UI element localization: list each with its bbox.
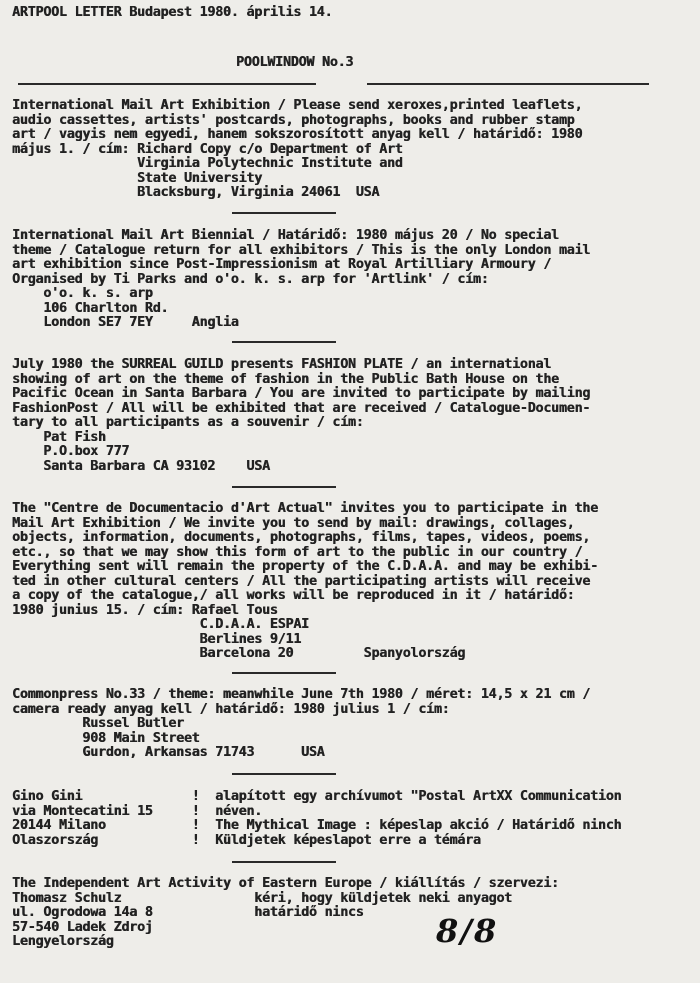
text-line: Olaszország ! Küldjetek képeslapot erre a témára	[12, 832, 481, 848]
text-line: Virginia Polytechnic Institute and	[12, 156, 403, 171]
header-rule-left	[18, 83, 316, 85]
section-divider	[232, 212, 336, 214]
text-line: Santa Barbara CA 93102 USA	[12, 458, 270, 474]
text-line: State University	[12, 170, 262, 186]
section-divider	[232, 861, 336, 863]
text-line: Gino Gini ! alapított egy archívumot "Postal ArtXX Communication	[12, 789, 622, 804]
text-line: ted in other cultural centers / All the participating artists will receive	[12, 573, 591, 589]
text-line: art / vagyis nem egyedi, hanem sokszorosított anyag kell / határidő: 1980	[12, 127, 583, 142]
text-line: Organised by Ti Parks and o'o. k. s. arp for 'Artlink' / cím:	[12, 271, 489, 287]
text-line: Pat Fish	[12, 429, 106, 445]
handwritten-page-number: 8/8	[436, 912, 499, 950]
text-line: theme / Catalogue return for all exhibitors / This is the only London mail	[12, 242, 591, 258]
text-line: 20144 Milano ! The Mythical Image : képeslap akció / Határidő ninch	[12, 818, 622, 833]
text-line: ul. Ogrodowa 14a 8 határidő nincs	[12, 905, 364, 920]
text-line: C.D.A.A. ESPAI	[12, 617, 309, 632]
text-line: o'o. k. s. arp	[12, 286, 153, 301]
section-divider	[232, 773, 336, 775]
text-line: Pacific Ocean in Santa Barbara / You are invited to participate by mailing	[12, 386, 591, 401]
text-line: május 1. / cím: Richard Copy c/o Department of Art	[12, 141, 403, 157]
text-line: Thomasz Schulz kéri, hogy küldjetek neki anyagot	[12, 890, 512, 906]
text-line: P.O.box 777	[12, 444, 130, 459]
text-line: FashionPost / All will be exhibited that are received / Catalogue-Documen-	[12, 400, 591, 416]
text-line: objects, information, documents, photographs, films, tapes, videos, poems,	[12, 530, 591, 545]
text-line: Gurdon, Arkansas 71743 USA	[12, 745, 325, 760]
text-line: Mail Art Exhibition / We invite you to send by mail: drawings, collages,	[12, 515, 575, 531]
text-line: Everything sent will remain the property of the C.D.A.A. and may be exhibi-	[12, 559, 598, 574]
text-line: Lengyelország	[12, 934, 114, 949]
text-line: 908 Main Street	[12, 730, 200, 746]
text-line: Commonpress No.33 / theme: meanwhile June 7th 1980 / méret: 14,5 x 21 cm /	[12, 687, 591, 702]
text-line: etc., so that we may show this form of art to the public in our country /	[12, 544, 583, 560]
text-line: Berlines 9/11	[12, 631, 302, 647]
text-line: International Mail Art Exhibition / Please send xeroxes,printed leaflets,	[12, 98, 583, 113]
text-line: 57-540 Ladek Zdroj	[12, 919, 153, 935]
text-line: via Montecatini 15 ! néven.	[12, 803, 262, 819]
header-rule-right	[367, 83, 649, 85]
text-line: audio cassettes, artists' postcards, photographs, books and rubber stamp	[12, 112, 575, 128]
poolwindow-heading: POOLWINDOW No.3	[236, 55, 354, 70]
text-line: art exhibition since Post-Impressionism at Royal Artilliary Armoury /	[12, 257, 552, 272]
section-divider	[232, 486, 336, 488]
text-line: International Mail Art Biennial / Határidő: 1980 május 20 / No special	[12, 228, 559, 243]
text-line: showing of art on the theme of fashion in the Public Bath House on the	[12, 371, 559, 387]
text-line: 106 Charlton Rd.	[12, 300, 169, 316]
letter-title: ARTPOOL LETTER Budapest 1980. április 14.	[12, 5, 333, 20]
text-line: 1980 junius 15. / cím: Rafael Tous	[12, 602, 278, 618]
text-line: July 1980 the SURREAL GUILD presents FASHION PLATE / an international	[12, 357, 552, 372]
text-line: The "Centre de Documentacio d'Art Actual" invites you to participate in the	[12, 501, 598, 516]
section-divider	[232, 672, 336, 674]
text-line: Russel Butler	[12, 716, 184, 731]
text-line: a copy of the catalogue,/ all works will be reproduced in it / határidő:	[12, 588, 575, 603]
text-line: The Independent Art Activity of Eastern Europe / kiállítás / szervezi:	[12, 876, 559, 891]
text-line: tary to all participants as a souvenir / cím:	[12, 415, 364, 430]
text-line: London SE7 7EY Anglia	[12, 315, 239, 330]
text-line: Barcelona 20 Spanyolország	[12, 646, 466, 661]
text-line: camera ready anyag kell / határidő: 1980 julius 1 / cím:	[12, 701, 450, 717]
section-divider	[232, 341, 336, 343]
text-line: Blacksburg, Virginia 24061 USA	[12, 185, 380, 200]
